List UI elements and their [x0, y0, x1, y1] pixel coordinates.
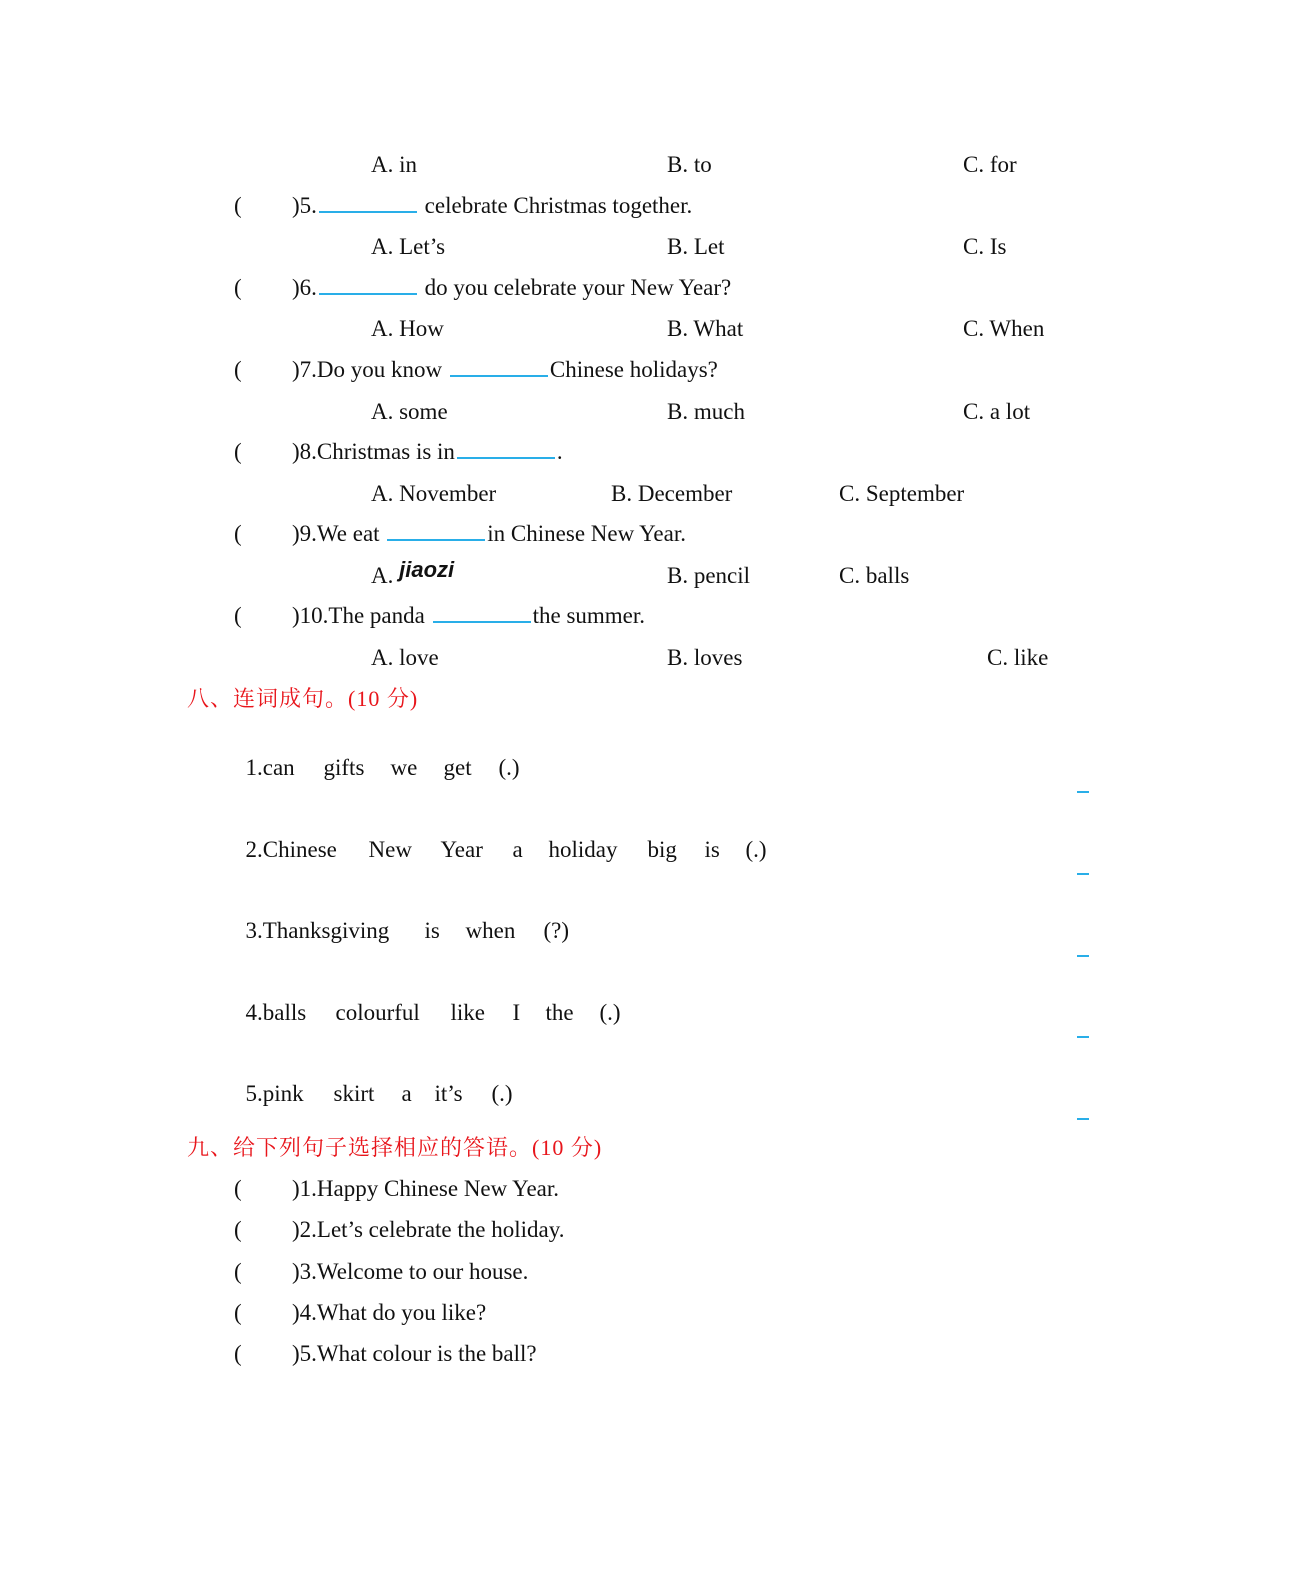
q6-stem — [292, 274, 731, 302]
q9-option-b: B. pencil — [667, 563, 751, 588]
s8-4-word: 4.balls — [245, 1000, 307, 1025]
q5-prefix: )5. — [292, 193, 317, 218]
q4-option-b: B. to — [667, 152, 712, 177]
q9-option-a-label: A. — [371, 563, 394, 588]
q6-option-c: C. When — [963, 316, 1045, 341]
s9-4-text: )4.What do you like? — [292, 1300, 487, 1325]
q5-option-b: B. Let — [667, 234, 725, 259]
q9-option-a-word: jiaozi — [399, 557, 455, 582]
q7-suffix: Chinese holidays? — [549, 357, 718, 382]
s8-1-word: (.) — [498, 755, 520, 780]
q8-suffix: . — [556, 439, 563, 464]
s8-4-word: (.) — [599, 1000, 621, 1025]
q9-prefix: )9.We eat — [292, 521, 380, 546]
q9-stem — [292, 520, 686, 548]
q10-suffix: the summer. — [532, 603, 646, 628]
s8-1-word: we — [390, 755, 418, 780]
q6-prefix: )6. — [292, 275, 317, 300]
q8-option-a: A. November — [371, 481, 497, 506]
q6-blank[interactable] — [319, 275, 417, 295]
s8-3-word: (?) — [543, 918, 570, 943]
s8-answer-line-5[interactable] — [1077, 1118, 1089, 1120]
s8-item-3 — [234, 889, 569, 945]
q7-option-c: C. a lot — [963, 399, 1031, 424]
q10-option-a: A. love — [371, 645, 439, 670]
s8-item-2 — [234, 808, 767, 864]
s8-2-word: big — [647, 837, 677, 862]
s9-5-text: )5.What colour is the ball? — [292, 1341, 537, 1366]
s8-4-word: colourful — [335, 1000, 420, 1025]
q7-option-a: A. some — [371, 399, 448, 424]
s8-5-word: 5.pink — [245, 1081, 304, 1106]
s9-3-text: )3.Welcome to our house. — [292, 1259, 529, 1284]
q10-option-b: B. loves — [667, 645, 743, 670]
s8-answer-line-2[interactable] — [1077, 873, 1089, 875]
q10-paren: ( — [234, 603, 242, 628]
q7-stem — [292, 356, 718, 384]
q5-blank[interactable] — [319, 193, 417, 213]
s8-2-word: 2.Chinese — [245, 837, 337, 862]
s8-answer-line-1[interactable] — [1077, 791, 1089, 793]
q5-paren: ( — [234, 193, 242, 218]
s9-1-text: )1.Happy Chinese New Year. — [292, 1176, 560, 1201]
s8-2-word: a — [512, 837, 523, 862]
q6-suffix: do you celebrate your New Year? — [424, 275, 732, 300]
q10-prefix: )10.The panda — [292, 603, 425, 628]
s8-answer-line-4[interactable] — [1077, 1036, 1089, 1038]
s9-5-paren: ( — [234, 1341, 242, 1366]
s8-3-word: is — [424, 918, 440, 943]
q8-option-c: C. September — [839, 481, 965, 506]
q9-blank[interactable] — [387, 521, 485, 541]
q4-option-a: A. in — [371, 152, 417, 177]
s8-2-word: New — [368, 837, 412, 862]
q6-paren: ( — [234, 275, 242, 300]
s8-answer-line-3[interactable] — [1077, 955, 1089, 957]
s8-5-word: it’s — [434, 1081, 463, 1106]
q8-prefix: )8.Christmas is in — [292, 439, 455, 464]
s8-5-word: (.) — [491, 1081, 513, 1106]
s8-2-word: is — [704, 837, 720, 862]
q10-option-c: C. like — [987, 645, 1049, 670]
q5-option-a: A. Let’s — [371, 234, 446, 259]
s8-4-word: like — [450, 1000, 485, 1025]
s9-2-paren: ( — [234, 1217, 242, 1242]
s9-4-paren: ( — [234, 1300, 242, 1325]
s8-2-word: Year — [440, 837, 483, 862]
q8-option-b: B. December — [611, 481, 733, 506]
q9-option-a — [371, 557, 455, 590]
s8-2-word: (.) — [745, 837, 767, 862]
s8-4-word: I — [512, 1000, 521, 1025]
s8-4-word: the — [545, 1000, 574, 1025]
q5-stem — [292, 192, 692, 220]
s8-2-word: holiday — [548, 837, 618, 862]
q4-option-c: C. for — [963, 152, 1017, 177]
q5-suffix: celebrate Christmas together. — [424, 193, 693, 218]
q7-paren: ( — [234, 357, 242, 382]
s8-5-word: a — [401, 1081, 412, 1106]
q10-blank[interactable] — [433, 603, 531, 623]
section8-title: 八、连词成句。(10 分) — [187, 686, 419, 711]
q9-paren: ( — [234, 521, 242, 546]
s8-item-5 — [234, 1052, 513, 1108]
q6-option-b: B. What — [667, 316, 744, 341]
s8-5-word: skirt — [333, 1081, 375, 1106]
s8-1-word: 1.can — [245, 755, 295, 780]
q7-prefix: )7.Do you know — [292, 357, 443, 382]
s9-3-paren: ( — [234, 1259, 242, 1284]
s8-1-word: get — [443, 755, 472, 780]
q5-option-c: C. Is — [963, 234, 1007, 259]
s8-item-4 — [234, 971, 621, 1027]
q10-stem — [292, 602, 645, 630]
q6-option-a: A. How — [371, 316, 444, 341]
s8-item-1 — [234, 726, 520, 782]
q8-stem — [292, 438, 563, 466]
s8-1-word: gifts — [323, 755, 365, 780]
s9-2-text: )2.Let’s celebrate the holiday. — [292, 1217, 565, 1242]
q7-option-b: B. much — [667, 399, 745, 424]
q8-blank[interactable] — [457, 439, 555, 459]
s8-3-word: 3.Thanksgiving — [245, 918, 390, 943]
s8-3-word: when — [465, 918, 516, 943]
q7-blank[interactable] — [450, 357, 548, 377]
s9-1-paren: ( — [234, 1176, 242, 1201]
q8-paren: ( — [234, 439, 242, 464]
q9-option-c: C. balls — [839, 563, 910, 588]
q9-suffix: in Chinese New Year. — [487, 521, 686, 546]
section9-title: 九、给下列句子选择相应的答语。(10 分) — [187, 1135, 603, 1160]
